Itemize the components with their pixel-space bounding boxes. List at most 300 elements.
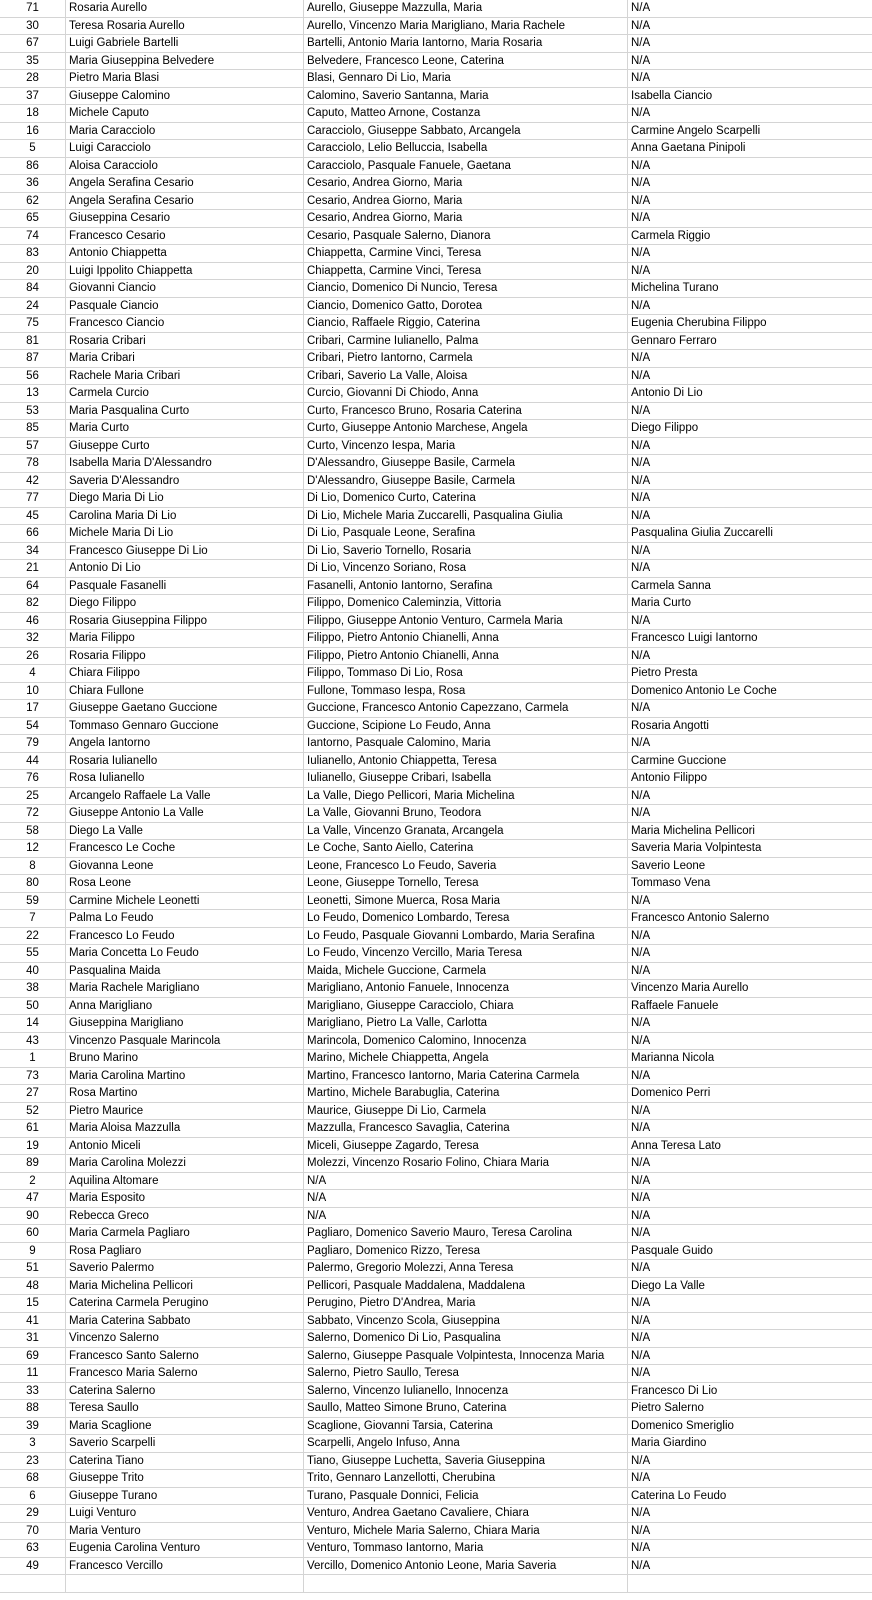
cell-name[interactable]: Rebecca Greco [66, 1208, 304, 1225]
cell-name[interactable]: Maria Caterina Sabbato [66, 1313, 304, 1330]
cell-name[interactable]: Francesco Cesario [66, 228, 304, 245]
cell-parents[interactable]: Ciancio, Domenico Di Nuncio, Teresa [304, 280, 628, 297]
cell-name[interactable]: Rosaria Aurello [66, 0, 304, 17]
cell-spouse[interactable]: N/A [631, 894, 651, 907]
cell-spouse[interactable]: N/A [631, 212, 651, 224]
cell-name[interactable]: Caterina Carmela Perugino [66, 1295, 304, 1312]
cell-name[interactable]: Maria Aloisa Mazzulla [66, 1120, 304, 1137]
cell-parents[interactable]: Molezzi, Vincenzo Rosario Folino, Chiara Maria [304, 1155, 628, 1172]
cell-parents[interactable]: Ciancio, Domenico Gatto, Dorotea [304, 298, 628, 315]
cell-parents[interactable]: Vercillo, Domenico Antonio Leone, Maria Saveria [304, 1558, 628, 1575]
cell-name[interactable]: Giovanni Ciancio [66, 280, 304, 297]
cell-spouse[interactable]: N/A [631, 807, 651, 819]
cell-id[interactable]: 24 [0, 298, 66, 315]
cell-name[interactable]: Saverio Palermo [66, 1260, 304, 1277]
cell-parents[interactable]: Bartelli, Antonio Maria Iantorno, Maria Rosaria [304, 35, 628, 52]
cell-name[interactable] [66, 1575, 304, 1592]
cell-parents[interactable]: Caputo, Matteo Arnone, Costanza [304, 105, 628, 122]
cell-spouse[interactable]: N/A [631, 1314, 651, 1327]
cell-id[interactable]: 76 [0, 770, 66, 787]
cell-spouse[interactable]: N/A [631, 1454, 651, 1467]
cell-name[interactable]: Rosa Pagliaro [66, 1243, 304, 1260]
cell-parents[interactable]: D'Alessandro, Giuseppe Basile, Carmela [304, 455, 628, 472]
cell-spouse[interactable]: N/A [631, 1227, 651, 1239]
cell-name[interactable]: Maria Carolina Martino [66, 1068, 304, 1085]
cell-spouse[interactable]: Caterina Lo Feudo [631, 1489, 727, 1502]
cell-name[interactable]: Teresa Rosaria Aurello [66, 18, 304, 35]
cell-parents[interactable]: Marigliano, Pietro La Valle, Carlotta [304, 1015, 628, 1032]
cell-id[interactable]: 56 [0, 368, 66, 385]
cell-id[interactable]: 40 [0, 963, 66, 980]
cell-id[interactable]: 81 [0, 333, 66, 350]
cell-id[interactable]: 49 [0, 1558, 66, 1575]
cell-id[interactable]: 5 [0, 140, 66, 157]
cell-id[interactable]: 47 [0, 1190, 66, 1207]
cell-spouse[interactable]: Maria Giardino [631, 1437, 707, 1449]
cell-parents[interactable]: Saullo, Matteo Simone Bruno, Caterina [304, 1400, 628, 1417]
cell-id[interactable]: 35 [0, 53, 66, 70]
cell-spouse[interactable]: Vincenzo Maria Aurello [631, 982, 749, 994]
cell-name[interactable]: Isabella Maria D'Alessandro [66, 455, 304, 472]
cell-spouse[interactable]: Domenico Antonio Le Coche [631, 684, 777, 697]
cell-spouse[interactable] [628, 1575, 872, 1592]
cell-parents[interactable]: Cribari, Carmine Iulianello, Palma [304, 333, 628, 350]
cell-name[interactable]: Angela Iantorno [66, 735, 304, 752]
cell-id[interactable]: 60 [0, 1225, 66, 1242]
cell-id[interactable]: 23 [0, 1453, 66, 1470]
cell-parents[interactable]: Curto, Giuseppe Antonio Marchese, Angela [304, 420, 628, 437]
cell-spouse[interactable]: Raffaele Fanuele [631, 999, 719, 1012]
cell-name[interactable]: Vincenzo Pasquale Marincola [66, 1033, 304, 1050]
cell-id[interactable]: 11 [0, 1365, 66, 1382]
cell-name[interactable]: Giuseppe Gaetano Guccione [66, 700, 304, 717]
cell-spouse[interactable]: N/A [631, 1017, 651, 1029]
cell-spouse[interactable]: Carmela Riggio [631, 229, 711, 242]
cell-name[interactable]: Caterina Salerno [66, 1383, 304, 1400]
cell-spouse[interactable]: N/A [631, 1472, 651, 1484]
cell-spouse[interactable]: Pasquale Guido [631, 1244, 713, 1257]
cell-parents[interactable]: Iulianello, Antonio Chiappetta, Teresa [304, 753, 628, 770]
cell-parents[interactable]: Ciancio, Raffaele Riggio, Caterina [304, 315, 628, 332]
cell-name[interactable]: Maria Michelina Pellicori [66, 1278, 304, 1295]
cell-id[interactable]: 90 [0, 1208, 66, 1225]
cell-name[interactable]: Teresa Saullo [66, 1400, 304, 1417]
cell-spouse[interactable]: N/A [631, 1262, 651, 1274]
cell-name[interactable]: Antonio Miceli [66, 1138, 304, 1155]
cell-id[interactable]: 8 [0, 858, 66, 875]
cell-id[interactable]: 79 [0, 735, 66, 752]
cell-id[interactable]: 80 [0, 875, 66, 892]
cell-parents[interactable]: Cribari, Pietro Iantorno, Carmela [304, 350, 628, 367]
cell-id[interactable]: 50 [0, 998, 66, 1015]
cell-name[interactable]: Michele Caputo [66, 105, 304, 122]
cell-id[interactable]: 85 [0, 420, 66, 437]
cell-spouse[interactable]: Domenico Perri [631, 1087, 711, 1099]
cell-id[interactable]: 15 [0, 1295, 66, 1312]
cell-id[interactable]: 16 [0, 123, 66, 140]
cell-parents[interactable]: Venturo, Andrea Gaetano Cavaliere, Chiara [304, 1505, 628, 1522]
cell-id[interactable]: 7 [0, 910, 66, 927]
cell-spouse[interactable]: N/A [631, 299, 651, 312]
cell-name[interactable]: Diego La Valle [66, 823, 304, 840]
cell-name[interactable]: Maria Filippo [66, 630, 304, 647]
cell-spouse[interactable]: N/A [631, 2, 651, 14]
cell-name[interactable]: Chiara Filippo [66, 665, 304, 682]
cell-name[interactable]: Diego Filippo [66, 595, 304, 612]
cell-parents[interactable]: Iulianello, Giuseppe Cribari, Isabella [304, 770, 628, 787]
cell-id[interactable]: 29 [0, 1505, 66, 1522]
cell-spouse[interactable]: N/A [631, 37, 651, 49]
cell-parents[interactable]: Di Lio, Michele Maria Zuccarelli, Pasqualina Giulia [304, 508, 628, 525]
cell-spouse[interactable]: N/A [631, 1507, 651, 1519]
cell-spouse[interactable]: N/A [631, 404, 651, 417]
cell-id[interactable]: 1 [0, 1050, 66, 1067]
cell-name[interactable]: Maria Carmela Pagliaro [66, 1225, 304, 1242]
cell-parents[interactable]: Pagliaro, Domenico Saverio Mauro, Teresa Carolina [304, 1225, 628, 1242]
cell-parents[interactable] [304, 1575, 628, 1592]
cell-spouse[interactable]: N/A [631, 492, 651, 504]
cell-name[interactable]: Anna Marigliano [66, 998, 304, 1015]
cell-spouse[interactable]: N/A [631, 947, 651, 959]
cell-parents[interactable]: Curcio, Giovanni Di Chiodo, Anna [304, 385, 628, 402]
cell-name[interactable]: Maria Venturo [66, 1523, 304, 1540]
cell-spouse[interactable]: Tommaso Vena [631, 877, 711, 889]
cell-parents[interactable]: Caracciolo, Pasquale Fanuele, Gaetana [304, 158, 628, 175]
cell-name[interactable]: Rosaria Iulianello [66, 753, 304, 770]
cell-parents[interactable]: Guccione, Francesco Antonio Capezzano, Carmela [304, 700, 628, 717]
cell-spouse[interactable]: N/A [631, 369, 651, 382]
cell-name[interactable]: Maria Cribari [66, 350, 304, 367]
cell-spouse[interactable]: Pietro Salerno [631, 1402, 704, 1414]
cell-name[interactable]: Saveria D'Alessandro [66, 473, 304, 490]
cell-parents[interactable]: Maurice, Giuseppe Di Lio, Carmela [304, 1103, 628, 1120]
cell-parents[interactable]: Le Coche, Santo Aiello, Caterina [304, 840, 628, 857]
cell-id[interactable]: 20 [0, 263, 66, 280]
cell-parents[interactable]: Trito, Gennaro Lanzellotti, Cherubina [304, 1470, 628, 1487]
cell-id[interactable]: 38 [0, 980, 66, 997]
cell-spouse[interactable]: N/A [631, 264, 651, 277]
cell-name[interactable]: Palma Lo Feudo [66, 910, 304, 927]
cell-parents[interactable]: N/A [304, 1190, 628, 1207]
cell-parents[interactable]: Aurello, Vincenzo Maria Marigliano, Maria Rachele [304, 18, 628, 35]
cell-id[interactable]: 21 [0, 560, 66, 577]
cell-name[interactable]: Pietro Maurice [66, 1103, 304, 1120]
cell-id[interactable]: 14 [0, 1015, 66, 1032]
cell-id[interactable]: 41 [0, 1313, 66, 1330]
cell-id[interactable]: 71 [0, 0, 66, 17]
cell-name[interactable]: Maria Curto [66, 420, 304, 437]
cell-name[interactable]: Bruno Marino [66, 1050, 304, 1067]
cell-name[interactable]: Aloisa Caracciolo [66, 158, 304, 175]
cell-id[interactable]: 13 [0, 385, 66, 402]
cell-spouse[interactable]: N/A [631, 929, 651, 942]
cell-parents[interactable]: Turano, Pasquale Donnici, Felicia [304, 1488, 628, 1505]
cell-parents[interactable]: N/A [304, 1208, 628, 1225]
cell-spouse[interactable]: N/A [631, 457, 651, 469]
cell-name[interactable]: Maria Caracciolo [66, 123, 304, 140]
cell-spouse[interactable]: N/A [631, 1367, 651, 1379]
cell-spouse[interactable]: N/A [631, 737, 651, 749]
cell-parents[interactable]: Caracciolo, Lelio Belluccia, Isabella [304, 140, 628, 157]
cell-spouse[interactable]: N/A [631, 649, 651, 662]
cell-parents[interactable]: Cesario, Pasquale Salerno, Dianora [304, 228, 628, 245]
cell-spouse[interactable]: N/A [631, 177, 651, 189]
cell-name[interactable]: Giuseppe Calomino [66, 88, 304, 105]
cell-spouse[interactable]: N/A [631, 1069, 651, 1082]
cell-name[interactable]: Francesco Maria Salerno [66, 1365, 304, 1382]
cell-name[interactable]: Carolina Maria Di Lio [66, 508, 304, 525]
cell-id[interactable]: 26 [0, 648, 66, 665]
cell-parents[interactable]: Filippo, Pietro Antonio Chianelli, Anna [304, 648, 628, 665]
cell-spouse[interactable]: N/A [631, 107, 651, 119]
cell-id[interactable]: 44 [0, 753, 66, 770]
cell-spouse[interactable]: Pasqualina Giulia Zuccarelli [631, 527, 773, 539]
cell-name[interactable]: Tommaso Gennaro Guccione [66, 718, 304, 735]
cell-parents[interactable]: Venturo, Tommaso Iantorno, Maria [304, 1540, 628, 1557]
cell-id[interactable]: 59 [0, 893, 66, 910]
cell-spouse[interactable]: N/A [631, 1209, 651, 1222]
cell-spouse[interactable]: N/A [631, 789, 651, 802]
cell-id[interactable]: 83 [0, 245, 66, 262]
cell-parents[interactable]: La Valle, Giovanni Bruno, Teodora [304, 805, 628, 822]
cell-parents[interactable]: Filippo, Pietro Antonio Chianelli, Anna [304, 630, 628, 647]
cell-id[interactable]: 52 [0, 1103, 66, 1120]
cell-name[interactable]: Giuseppe Turano [66, 1488, 304, 1505]
cell-name[interactable]: Eugenia Carolina Venturo [66, 1540, 304, 1557]
cell-spouse[interactable]: Michelina Turano [631, 282, 719, 294]
cell-parents[interactable]: N/A [304, 1173, 628, 1190]
cell-spouse[interactable]: Saverio Leone [631, 859, 706, 872]
cell-id[interactable]: 66 [0, 525, 66, 542]
cell-parents[interactable]: Cesario, Andrea Giorno, Maria [304, 175, 628, 192]
cell-parents[interactable]: Di Lio, Pasquale Leone, Serafina [304, 525, 628, 542]
cell-name[interactable]: Giuseppe Antonio La Valle [66, 805, 304, 822]
cell-parents[interactable]: Curto, Francesco Bruno, Rosaria Caterina [304, 403, 628, 420]
cell-parents[interactable]: Salerno, Domenico Di Lio, Pasqualina [304, 1330, 628, 1347]
cell-name[interactable]: Francesco Lo Feudo [66, 928, 304, 945]
cell-name[interactable]: Maria Scaglione [66, 1418, 304, 1435]
cell-id[interactable]: 54 [0, 718, 66, 735]
cell-parents[interactable]: Lo Feudo, Pasquale Giovanni Lombardo, Maria Serafina [304, 928, 628, 945]
cell-id[interactable]: 19 [0, 1138, 66, 1155]
cell-id[interactable]: 39 [0, 1418, 66, 1435]
cell-spouse[interactable]: Saveria Maria Volpintesta [631, 842, 762, 854]
cell-parents[interactable]: Perugino, Pietro D'Andrea, Maria [304, 1295, 628, 1312]
cell-parents[interactable]: Scarpelli, Angelo Infuso, Anna [304, 1435, 628, 1452]
cell-id[interactable]: 70 [0, 1523, 66, 1540]
cell-name[interactable]: Antonio Di Lio [66, 560, 304, 577]
cell-spouse[interactable]: N/A [631, 1349, 651, 1362]
cell-id[interactable]: 31 [0, 1330, 66, 1347]
cell-name[interactable]: Francesco Le Coche [66, 840, 304, 857]
cell-id[interactable]: 69 [0, 1348, 66, 1365]
cell-name[interactable]: Michele Maria Di Lio [66, 525, 304, 542]
cell-parents[interactable]: Guccione, Scipione Lo Feudo, Anna [304, 718, 628, 735]
cell-spouse[interactable]: N/A [631, 1332, 651, 1344]
cell-parents[interactable]: D'Alessandro, Giuseppe Basile, Carmela [304, 473, 628, 490]
cell-parents[interactable]: Pagliaro, Domenico Rizzo, Teresa [304, 1243, 628, 1260]
cell-id[interactable]: 74 [0, 228, 66, 245]
cell-parents[interactable]: Aurello, Giuseppe Mazzulla, Maria [304, 0, 628, 17]
cell-parents[interactable]: Filippo, Tommaso Di Lio, Rosa [304, 665, 628, 682]
cell-parents[interactable]: Leonetti, Simone Muerca, Rosa Maria [304, 893, 628, 910]
cell-spouse[interactable]: N/A [631, 1542, 651, 1554]
cell-parents[interactable]: Cesario, Andrea Giorno, Maria [304, 193, 628, 210]
cell-parents[interactable]: Salerno, Giuseppe Pasquale Volpintesta, Innocenza Maria [304, 1348, 628, 1365]
cell-name[interactable]: Caterina Tiano [66, 1453, 304, 1470]
cell-id[interactable]: 58 [0, 823, 66, 840]
cell-id[interactable]: 34 [0, 543, 66, 560]
cell-spouse[interactable]: Isabella Ciancio [631, 89, 713, 102]
cell-id[interactable]: 17 [0, 700, 66, 717]
cell-id[interactable]: 12 [0, 840, 66, 857]
cell-parents[interactable]: Pellicori, Pasquale Maddalena, Maddalena [304, 1278, 628, 1295]
cell-spouse[interactable]: Maria Michelina Pellicori [631, 824, 755, 837]
cell-parents[interactable]: Lo Feudo, Domenico Lombardo, Teresa [304, 910, 628, 927]
cell-name[interactable]: Aquilina Altomare [66, 1173, 304, 1190]
cell-name[interactable]: Angela Serafina Cesario [66, 193, 304, 210]
cell-name[interactable]: Luigi Caracciolo [66, 140, 304, 157]
cell-spouse[interactable]: N/A [631, 19, 651, 32]
cell-name[interactable]: Chiara Fullone [66, 683, 304, 700]
cell-id[interactable]: 88 [0, 1400, 66, 1417]
cell-parents[interactable]: Marincola, Domenico Calomino, Innocenza [304, 1033, 628, 1050]
cell-spouse[interactable]: Antonio Di Lio [631, 387, 703, 399]
cell-parents[interactable]: Filippo, Giuseppe Antonio Venturo, Carmela Maria [304, 613, 628, 630]
cell-spouse[interactable]: N/A [631, 1034, 651, 1047]
cell-id[interactable]: 46 [0, 613, 66, 630]
cell-spouse[interactable]: N/A [631, 1104, 651, 1117]
cell-parents[interactable]: Cribari, Saverio La Valle, Aloisa [304, 368, 628, 385]
cell-spouse[interactable]: Domenico Smeriglio [631, 1419, 734, 1432]
cell-spouse[interactable]: N/A [631, 247, 651, 259]
cell-id[interactable]: 33 [0, 1383, 66, 1400]
cell-id[interactable]: 18 [0, 105, 66, 122]
cell-parents[interactable]: Filippo, Domenico Caleminzia, Vittoria [304, 595, 628, 612]
cell-id[interactable]: 73 [0, 1068, 66, 1085]
cell-parents[interactable]: Scaglione, Giovanni Tarsia, Caterina [304, 1418, 628, 1435]
cell-spouse[interactable]: Maria Curto [631, 597, 692, 609]
cell-parents[interactable]: Chiappetta, Carmine Vinci, Teresa [304, 263, 628, 280]
cell-id[interactable]: 82 [0, 595, 66, 612]
cell-name[interactable]: Maria Esposito [66, 1190, 304, 1207]
cell-parents[interactable]: Marigliano, Giuseppe Caracciolo, Chiara [304, 998, 628, 1015]
cell-spouse[interactable]: N/A [631, 964, 651, 977]
cell-id[interactable]: 6 [0, 1488, 66, 1505]
cell-id[interactable]: 75 [0, 315, 66, 332]
cell-name[interactable]: Rosa Leone [66, 875, 304, 892]
cell-id[interactable]: 78 [0, 455, 66, 472]
cell-parents[interactable]: Di Lio, Domenico Curto, Caterina [304, 490, 628, 507]
cell-id[interactable]: 48 [0, 1278, 66, 1295]
cell-spouse[interactable]: N/A [631, 1192, 651, 1204]
cell-id[interactable]: 89 [0, 1155, 66, 1172]
cell-spouse[interactable]: Marianna Nicola [631, 1052, 715, 1064]
cell-id[interactable]: 53 [0, 403, 66, 420]
cell-name[interactable]: Rosaria Giuseppina Filippo [66, 613, 304, 630]
cell-spouse[interactable]: Carmine Guccione [631, 754, 727, 767]
cell-name[interactable]: Rosa Martino [66, 1085, 304, 1102]
cell-name[interactable]: Rachele Maria Cribari [66, 368, 304, 385]
cell-name[interactable]: Rosaria Cribari [66, 333, 304, 350]
cell-name[interactable]: Francesco Santo Salerno [66, 1348, 304, 1365]
cell-parents[interactable]: Leone, Francesco Lo Feudo, Saveria [304, 858, 628, 875]
cell-id[interactable]: 3 [0, 1435, 66, 1452]
cell-id[interactable]: 64 [0, 578, 66, 595]
cell-parents[interactable]: Belvedere, Francesco Leone, Caterina [304, 53, 628, 70]
cell-spouse[interactable]: N/A [631, 509, 651, 522]
cell-name[interactable]: Pasqualina Maida [66, 963, 304, 980]
cell-id[interactable]: 30 [0, 18, 66, 35]
cell-id[interactable]: 2 [0, 1173, 66, 1190]
cell-spouse[interactable]: Pietro Presta [631, 667, 698, 679]
cell-id[interactable]: 51 [0, 1260, 66, 1277]
cell-name[interactable]: Giuseppina Cesario [66, 210, 304, 227]
cell-spouse[interactable]: N/A [631, 562, 651, 574]
cell-parents[interactable]: Curto, Vincenzo Iespa, Maria [304, 438, 628, 455]
cell-id[interactable]: 61 [0, 1120, 66, 1137]
cell-id[interactable]: 84 [0, 280, 66, 297]
cell-spouse[interactable]: Gennaro Ferraro [631, 334, 717, 347]
cell-id[interactable]: 9 [0, 1243, 66, 1260]
cell-id[interactable]: 86 [0, 158, 66, 175]
cell-parents[interactable]: Caracciolo, Giuseppe Sabbato, Arcangela [304, 123, 628, 140]
cell-id[interactable]: 77 [0, 490, 66, 507]
cell-name[interactable]: Maria Concetta Lo Feudo [66, 945, 304, 962]
cell-name[interactable]: Luigi Venturo [66, 1505, 304, 1522]
cell-parents[interactable]: Blasi, Gennaro Di Lio, Maria [304, 70, 628, 87]
cell-spouse[interactable]: Rosaria Angotti [631, 719, 709, 732]
cell-id[interactable]: 72 [0, 805, 66, 822]
cell-name[interactable]: Luigi Gabriele Bartelli [66, 35, 304, 52]
cell-parents[interactable]: Sabbato, Vincenzo Scola, Giuseppina [304, 1313, 628, 1330]
cell-spouse[interactable]: N/A [631, 54, 651, 67]
cell-spouse[interactable]: N/A [631, 352, 651, 364]
cell-id[interactable]: 63 [0, 1540, 66, 1557]
cell-name[interactable]: Giuseppe Trito [66, 1470, 304, 1487]
cell-parents[interactable]: Mazzulla, Francesco Savaglia, Caterina [304, 1120, 628, 1137]
cell-name[interactable]: Vincenzo Salerno [66, 1330, 304, 1347]
cell-name[interactable]: Maria Giuseppina Belvedere [66, 53, 304, 70]
cell-spouse[interactable]: Antonio Filippo [631, 772, 708, 784]
cell-id[interactable]: 4 [0, 665, 66, 682]
cell-parents[interactable]: Salerno, Vincenzo Iulianello, Innocenza [304, 1383, 628, 1400]
cell-spouse[interactable]: Diego Filippo [631, 422, 699, 434]
cell-parents[interactable]: Salerno, Pietro Saullo, Teresa [304, 1365, 628, 1382]
cell-parents[interactable]: Di Lio, Vincenzo Soriano, Rosa [304, 560, 628, 577]
cell-id[interactable]: 10 [0, 683, 66, 700]
cell-parents[interactable]: Leone, Giuseppe Tornello, Teresa [304, 875, 628, 892]
cell-spouse[interactable]: N/A [631, 439, 651, 452]
cell-name[interactable]: Francesco Giuseppe Di Lio [66, 543, 304, 560]
cell-name[interactable]: Pasquale Fasanelli [66, 578, 304, 595]
cell-parents[interactable]: Di Lio, Saverio Tornello, Rosaria [304, 543, 628, 560]
cell-name[interactable]: Giuseppina Marigliano [66, 1015, 304, 1032]
cell-parents[interactable]: Lo Feudo, Vincenzo Vercillo, Maria Teresa [304, 945, 628, 962]
cell-parents[interactable]: La Valle, Diego Pellicori, Maria Michelina [304, 788, 628, 805]
cell-name[interactable]: Rosa Iulianello [66, 770, 304, 787]
cell-spouse[interactable]: N/A [631, 194, 651, 207]
cell-name[interactable]: Saverio Scarpelli [66, 1435, 304, 1452]
cell-spouse[interactable]: N/A [631, 544, 651, 557]
cell-parents[interactable]: Fullone, Tommaso Iespa, Rosa [304, 683, 628, 700]
cell-id[interactable]: 37 [0, 88, 66, 105]
cell-id[interactable]: 87 [0, 350, 66, 367]
cell-id[interactable]: 36 [0, 175, 66, 192]
cell-spouse[interactable]: Carmine Angelo Scarpelli [631, 124, 761, 137]
cell-spouse[interactable]: N/A [631, 1174, 651, 1187]
cell-name[interactable]: Maria Carolina Molezzi [66, 1155, 304, 1172]
